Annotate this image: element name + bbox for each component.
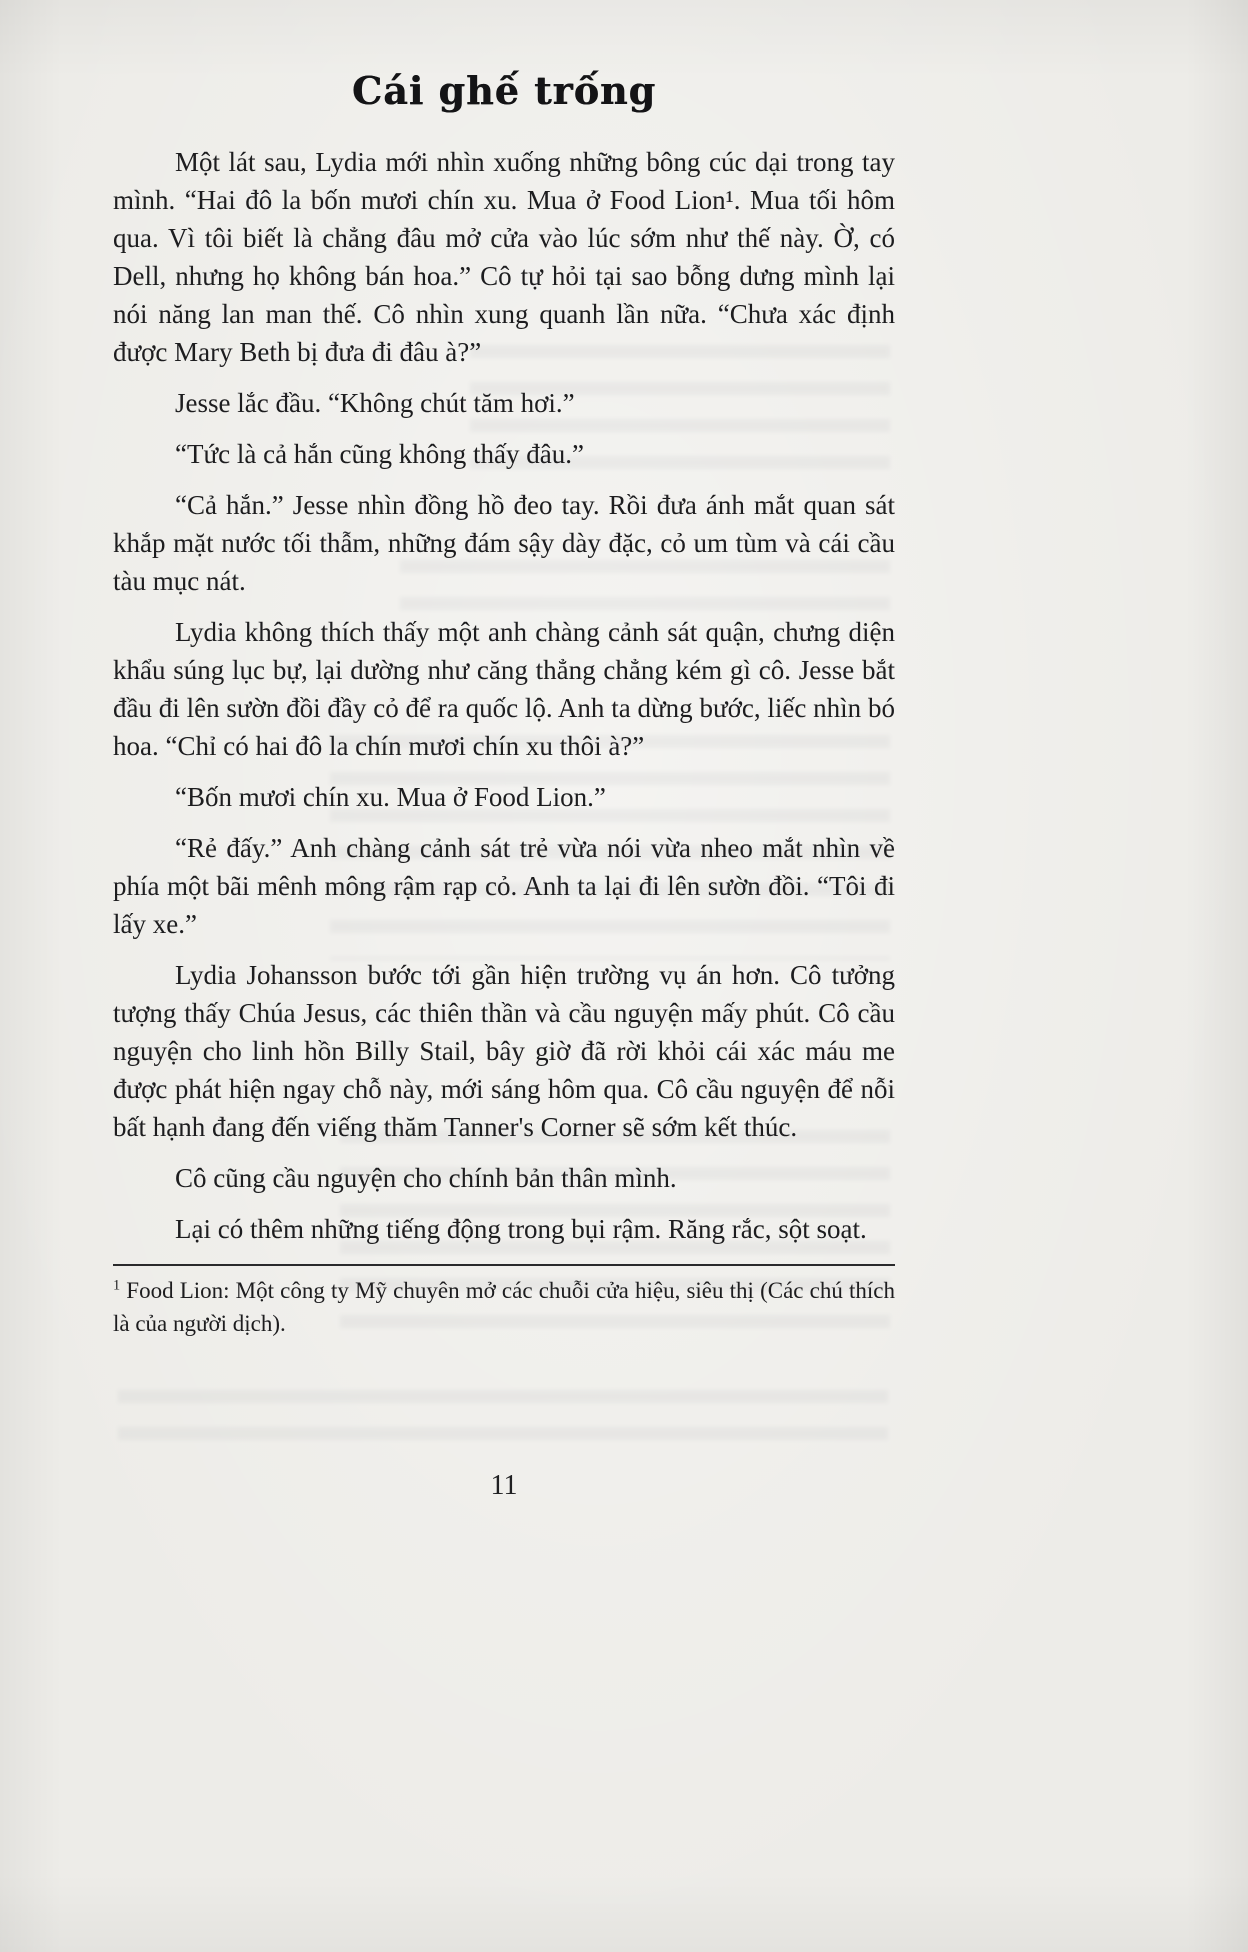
footnote-divider — [113, 1264, 895, 1266]
page-number: 11 — [490, 1470, 518, 1501]
paragraph: Lydia Johansson bước tới gần hiện trường vụ án hơn. Cô tưởng tượng thấy Chúa Jesus, các thiên thần và cầu nguyện mấy phút. Cô cầu nguyện cho linh hồn Billy Stail, bây giờ đã rời khỏi cái xác máu me được phát hiện ngay chỗ này, mới sáng hôm qua. Cô cầu nguyện để nỗi bất hạnh đang đến viếng thăm Tanner's Corner sẽ sớm kết thúc. — [113, 960, 895, 1142]
chapter-title: Cái ghế trống — [351, 68, 657, 113]
paragraph: “Bốn mươi chín xu. Mua ở Food Lion.” — [175, 782, 606, 812]
page-bleedthrough — [118, 1390, 888, 1445]
book-page — [113, 68, 895, 1340]
paragraph: Lydia không thích thấy một anh chàng cảnh sát quận, chưng diện khẩu súng lục bự, lại dường như căng thẳng chẳng kém gì cô. Jesse bắt đầu đi lên sườn đồi đầy cỏ để ra quốc lộ. Anh ta dừng bước, liếc nhìn bó hoa. “Chỉ có hai đô la chín mươi chín xu thôi à?” — [113, 617, 895, 761]
paragraph: Một lát sau, Lydia mới nhìn xuống những bông cúc dại trong tay mình. “Hai đô la bốn mươi chín xu. Mua ở Food Lion¹. Mua tối hôm qua. Vì tôi biết là chẳng đâu mở cửa vào lúc sớm như thế này. Ờ, có Dell, nhưng họ không bán hoa.” Cô tự hỏi tại sao bỗng dưng mình lại nói năng lan man thế. Cô nhìn xung quanh lần nữa. “Chưa xác định được Mary Beth bị đưa đi đâu à?” — [113, 147, 895, 367]
paragraph: “Rẻ đấy.” Anh chàng cảnh sát trẻ vừa nói vừa nheo mắt nhìn về phía một bãi mênh mông rậm rạp cỏ. Anh ta lại đi lên sườn đồi. “Tôi đi lấy xe.” — [113, 833, 895, 939]
body-text — [113, 143, 895, 1248]
paragraph: Jesse lắc đầu. “Không chút tăm hơi.” — [175, 388, 575, 418]
paragraph: “Tức là cả hắn cũng không thấy đâu.” — [175, 439, 584, 469]
footnote-marker: 1 — [113, 1277, 121, 1294]
paragraph: Lại có thêm những tiếng động trong bụi rậm. Răng rắc, sột soạt. — [175, 1214, 867, 1244]
paragraph: Cô cũng cầu nguyện cho chính bản thân mình. — [175, 1163, 677, 1193]
paragraph: “Cả hắn.” Jesse nhìn đồng hồ đeo tay. Rồi đưa ánh mắt quan sát khắp mặt nước tối thẫm, những đám sậy dày đặc, cỏ um tùm và cái cầu tàu mục nát. — [113, 490, 895, 596]
footnote-text: Food Lion: Một công ty Mỹ chuyên mở các chuỗi cửa hiệu, siêu thị (Các chú thích là của người dịch). — [113, 1278, 895, 1336]
footnote — [113, 1274, 895, 1340]
